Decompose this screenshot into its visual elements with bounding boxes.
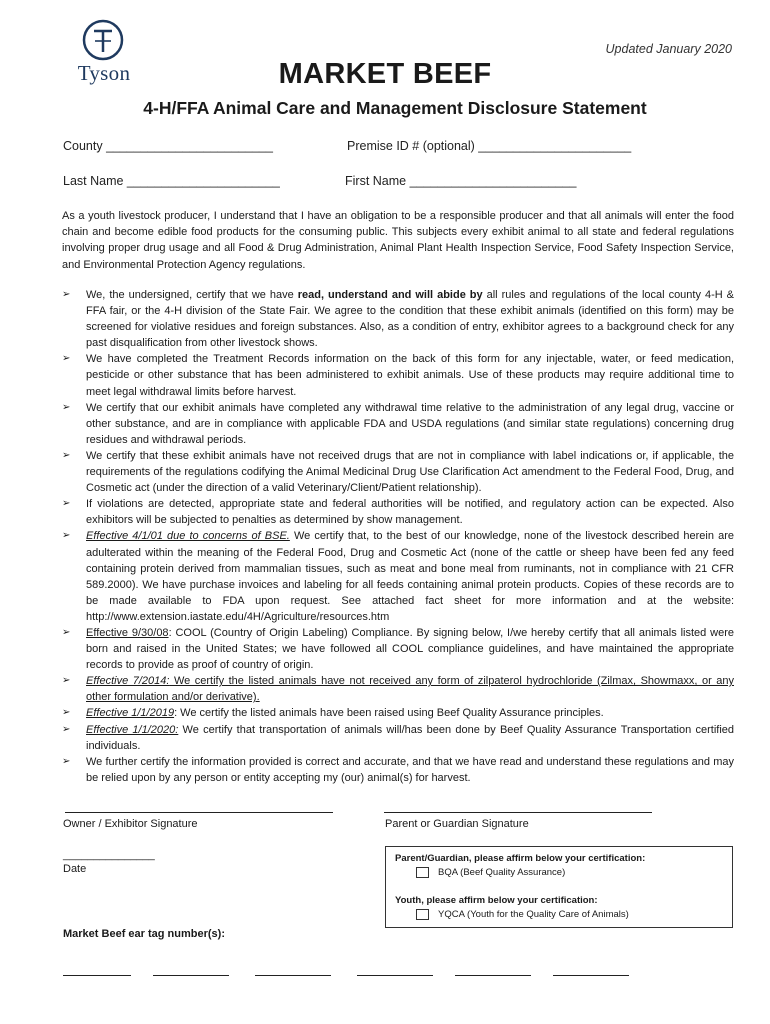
- arrow-bullet-icon: ➢: [62, 449, 71, 461]
- certification-clauses: [62, 287, 734, 786]
- logo-wordmark: Tyson: [77, 61, 131, 85]
- clause-item: ➢ Effective 9/30/08: COOL (Country of Origin Labeling) Compliance. By signing below, I/we hereby certify that all animals listed were born and raised in the United States; we have followed all COOL compliance guidelines, and have maintained the appropriate records to provide as proof of country of origin.: [62, 626, 734, 672]
- yqca-label: YQCA (Youth for the Quality Care of Animals): [438, 909, 629, 920]
- clause-item: ➢ Effective 4/1/01 due to concerns of BSE. We certify that, to the best of our knowledge, none of the livestock described herein are adulterated within the meaning of the Federal Food, Drug and Cosmetic Act (none of the cattle or sheep have been fed any feed containing protein derived from mammalian tissues, such as meat and bone meal from ruminants, not in compliance with 21 CFR 589.2000). We have purchase invoices and labeling for all feeds containing animal protein products. Copies of these records are to be made available to FDA upon request. See attached fact sheet for more information and at the website: http://www.extension.iastate.edu/4H/Agriculture/resources.htm: [62, 530, 734, 623]
- page-title: MARKET BEEF: [278, 58, 492, 90]
- last-name-field[interactable]: Last Name ______________________: [63, 174, 280, 188]
- ear-tag-line-2[interactable]: [153, 975, 229, 976]
- date-label: Date: [63, 863, 87, 875]
- ear-tag-line-6[interactable]: [553, 975, 629, 976]
- arrow-bullet-icon: ➢: [62, 353, 71, 365]
- intro-paragraph: As a youth livestock producer, I understand that I have an obligation to be a responsible producer and that all animals will enter the food chain and become edible food products for the consuming public. This subjects every exhibit animal to all state and federal regulations involving proper drug usage and all Food & Drug Administration, Animal Plant Health Inspection Service, Food Safety Inspection Service, and Environmental Protection Agency regulations.: [62, 210, 734, 271]
- owner-signature-line[interactable]: [65, 812, 333, 813]
- clause-item: ➢ We, the undersigned, certify that we have read, understand and will abide by all rules and regulations of the local county 4-H & FFA fair, or the 4-H division of the State Fair. We agree to the condition that these exhibit animals (identified on this form) may be screened for violative residues and foreign substances. Also, as a condition of entry, exhibitor agrees to a background check for any past disqualification from other livestock shows.: [62, 289, 734, 350]
- ear-tag-line-3[interactable]: [255, 975, 331, 976]
- arrow-bullet-icon: ➢: [62, 626, 71, 638]
- bqa-label: BQA (Beef Quality Assurance): [438, 867, 566, 878]
- premise-id-field[interactable]: Premise ID # (optional) ______________________: [347, 139, 632, 153]
- parent-cert-heading: Parent/Guardian, please affirm below your certification:: [395, 853, 646, 864]
- arrow-bullet-icon: ➢: [62, 755, 71, 767]
- ear-tag-label: Market Beef ear tag number(s):: [63, 928, 225, 940]
- arrow-bullet-icon: ➢: [62, 675, 71, 687]
- arrow-bullet-icon: ➢: [62, 707, 71, 719]
- yqca-checkbox[interactable]: [416, 909, 429, 920]
- ear-tag-line-1[interactable]: [63, 975, 131, 976]
- arrow-bullet-icon: ➢: [62, 498, 71, 510]
- county-field[interactable]: County ________________________: [63, 139, 273, 153]
- clause-item: ➢ We certify that these exhibit animals have not received drugs that are not in compliance with label indications or, if applicable, the requirements of the regulations codifying the Animal Medicinal Drug Use Clarification Act amendment to the Federal Food, Drug, and Cosmetic act (under the direction of a valid Veterinary/Client/Patient relationship).: [62, 449, 734, 495]
- clause-item: ➢ If violations are detected, appropriate state and federal authorities will be notified, and regulatory action can be expected. Also exhibitors will be subjected to penalties as determined by show management.: [62, 498, 734, 527]
- certification-box: [385, 846, 733, 928]
- parent-signature-label: Parent or Guardian Signature: [385, 818, 529, 830]
- bqa-checkbox[interactable]: [416, 867, 429, 878]
- ear-tag-line-4[interactable]: [357, 975, 433, 976]
- clause-item: ➢ We further certify the information provided is correct and accurate, and that we have read and understand these regulations and may be relied upon by any person or entity accepting my (our) animal(s) for harvest.: [62, 755, 734, 784]
- page-subtitle: 4-H/FFA Animal Care and Management Disclosure Statement: [143, 98, 647, 118]
- arrow-bullet-icon: ➢: [62, 401, 71, 413]
- owner-signature-label: Owner / Exhibitor Signature: [63, 818, 198, 830]
- arrow-bullet-icon: ➢: [62, 723, 71, 735]
- ear-tag-line-5[interactable]: [455, 975, 531, 976]
- clause-item: ➢ We have completed the Treatment Records information on the back of this form for any injectable, water, or feed medication, pesticide or other substance that has been administered to exhibit animals. Use of these products may require additional time to meet legal withdrawal limits before harvest.: [62, 353, 734, 398]
- arrow-bullet-icon: ➢: [62, 289, 71, 300]
- arrow-bullet-icon: ➢: [62, 530, 71, 542]
- updated-date: Updated January 2020: [605, 42, 732, 56]
- date-line[interactable]: _______________: [63, 849, 155, 861]
- parent-signature-line[interactable]: [384, 812, 652, 813]
- clause-item: ➢ Effective 1/1/2020: We certify that transportation of animals will/has been done by Beef Quality Assurance Transportation certified individuals.: [62, 723, 734, 752]
- first-name-field[interactable]: First Name ________________________: [345, 174, 577, 188]
- youth-cert-heading: Youth, please affirm below your certification:: [395, 895, 598, 906]
- clause-item: ➢ Effective 1/1/2019: We certify the listed animals have been raised using Beef Quality Assurance principles.: [62, 705, 734, 721]
- clause-item: ➢ We certify that our exhibit animals have completed any withdrawal time relative to the administration of any legal drug, vaccine or other substance, and are in compliance with applicable FDA and USDA regulations (and similar state regulations) concerning drug residues and withdrawal periods.: [62, 401, 734, 446]
- clause-item: ➢ Effective 7/2014: We certify the listed animals have not received any form of zilpaterol hydrochloride (Zilmax, Showmaxx, or any other formulation and/or derivative).: [62, 675, 734, 704]
